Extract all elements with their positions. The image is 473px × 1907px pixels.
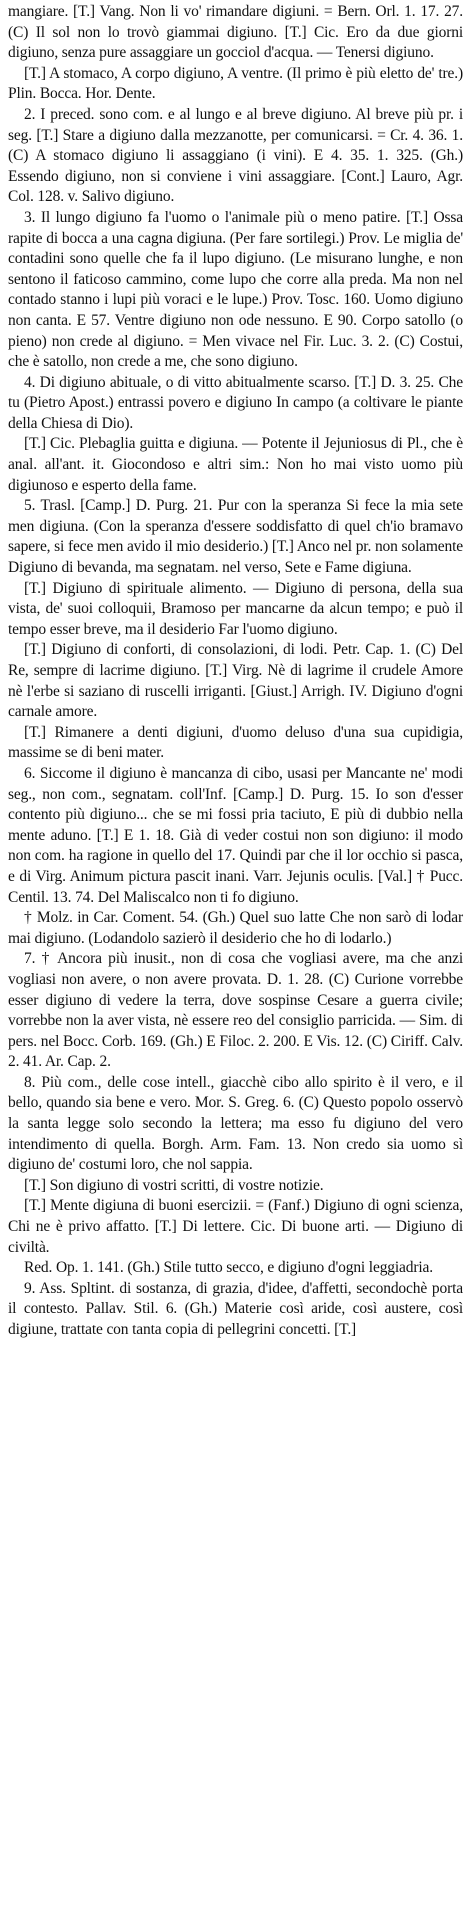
sense-paragraph: 8. Più com., delle cose intell., giacchè cibo allo spirito è il vero, e il bello, quando sia bene e vero. Mor. S. Greg. 6. (C) Questo popolo osservò la santa legge solo secondo la lettera; ma esso fu digiuno del vero intendimento di quella. Borgh. Arm. Fam. 13. Non credo sia uomo sì digiuno de' costumi loro, che nol sappia. bbox=[8, 1073, 463, 1174]
sense-paragraph: 7. † Ancora più inusit., non di cosa che vogliasi avere, ma che anzi vogliasi non avere, o non avere provata. D. 1. 28. (C) Curione vorrebbe esser digiuno di vedere la terra, dove sospinse Cesare a guerra civile; vorrebbe non la aver vista, nè essere reo del consiglio parricida. — Sim. di pers. nel Bocc. Corb. 169. (Gh.) E Filoc. 2. 200. E Vis. 12. (C) Ciriff. Calv. 2. 41. Ar. Cap. 2. bbox=[8, 950, 463, 1071]
entry-paragraph: [T.] A stomaco, A corpo digiuno, A ventre. (Il primo è più eletto de' tre.) Plin. Bocca. Hor. Dente. bbox=[8, 64, 463, 103]
entry-paragraph: mangiare. [T.] Vang. Non li vo' rimandare digiuni. = Bern. Orl. 1. 17. 27. (C) Il sol non lo trovò giammai digiuno. [T.] Cic. Ero da due giorni digiuno, senza pure assaggiare un gocciol d'acqua. — Tenersi digiuno. bbox=[8, 3, 463, 62]
sense-paragraph: 3. Il lungo digiuno fa l'uomo o l'animale più o meno patire. [T.] Ossa rapite di bocca a una cagna digiuna. (Per fare sortilegi.) Prov. Le miglia de' contadini sono quelle che fa il lupo digiuno. (Le misurano lunghe, e non sentono il faticoso cammino, come lupo che corre alla preda. Ma non nel contado stanno i lupi più voraci e le lupe.) Prov. Tosc. 160. Uomo digiuno non canta. E 57. Ventre digiuno non ode nessuno. E 90. Corpo satollo (o pieno) non crede al digiuno. = Men vivace nel Fir. Luc. 3. 2. (C) Costui, che è satollo, non crede a me, che sono digiuno. bbox=[8, 208, 463, 371]
sense-paragraph: 6. Siccome il digiuno è mancanza di cibo, usasi per Mancante ne' modi seg., non com., segnatam. coll'Inf. [Camp.] D. Purg. 15. Io son d'esser contento più digiuno... che se mi fossi pria taciuto, E più di dubbio nella mente aduno. [T.] E 1. 18. Già di veder costui non son digiuno: il modo non com. ha ragione in quello del 17. Quindi par che il lor occhio si pasca, e di Virg. Animum pictura pascit inani. Varr. Jejunis oculis. [Val.] † Pucc. Centil. 13. 74. Del Maliscalco non ti fo digiuno. bbox=[8, 764, 463, 906]
entry-paragraph: [T.] Digiuno di spirituale alimento. — Digiuno di persona, della sua vista, de' suoi colloquii, Bramoso per mancarne da alcun tempo; e può il tempo esser breve, ma il desiderio Far l'uomo digiuno. bbox=[8, 579, 463, 638]
entry-paragraph: [T.] Son digiuno di vostri scritti, di vostre notizie. bbox=[24, 1176, 324, 1194]
entry-paragraph: Red. Op. 1. 141. (Gh.) Stile tutto secco, e digiuno d'ogni leggiadria. bbox=[24, 1259, 433, 1277]
entry-paragraph: [T.] Digiuno di conforti, di consolazioni, di lodi. Petr. Cap. 1. (C) Del Re, sempre di lacrime digiuno. [T.] Virg. Nè di lagrime il crudele Amore nè l'erbe si saziano di ruscelli irriganti. [Giust.] Arrigh. IV. Digiuno d'ogni carnale amore. bbox=[8, 641, 463, 721]
entry-paragraph: [T.] Cic. Plebaglia guitta e digiuna. — Potente il Jejuniosus di Pl., che è anal. all'ant. it. Giocondoso e altri sim.: Non ho mai visto uomo più digiunoso e esperto della fame. bbox=[8, 435, 463, 494]
sense-paragraph: 9. Ass. Spltint. di sostanza, di grazia, d'idee, d'affetti, secondochè porta il contesto. Pallav. Stil. 6. (Gh.) Materie così aride, così austere, così digiune, trattate con tanta copia di pellegrini concetti. [T.] bbox=[8, 1279, 463, 1338]
entry-paragraph: [T.] Mente digiuna di buoni esercizii. = (Fanf.) Digiuno di ogni scienza, Chi ne è privo affatto. [T.] Di lettere. Cic. Di buone arti. — Digiuno di civiltà. bbox=[8, 1197, 463, 1256]
sense-paragraph: 5. Trasl. [Camp.] D. Purg. 21. Pur con la speranza Si fece la mia sete men digiuna. (Con la speranza d'essere soddisfatto di quel ch'io bramavo sapere, si fece men avido il mio desiderio.) [T.] Anco nel pr. non solamente Digiuno di bevanda, ma segnatam. nel verso, Sete e Fame digiuna. bbox=[8, 497, 463, 577]
entry-paragraph: [T.] Rimanere a denti digiuni, d'uomo deluso d'una sua cupidigia, massime se di beni mater. bbox=[8, 723, 463, 762]
sense-paragraph: 4. Di digiuno abituale, o di vitto abitualmente scarso. [T.] D. 3. 25. Che tu (Pietro Apost.) entrassi povero e digiuno In campo (a coltivare le piante della Chiesa di Dio). bbox=[8, 373, 463, 432]
sense-paragraph: 2. I preced. sono com. e al lungo e al breve digiuno. Al breve più pr. i seg. [T.] Stare a digiuno dalla mezzanotte, per comunicarsi. = Cr. 4. 36. 1. (C) A stomaco digiuno li assaggiano (i vini). E 4. 35. 1. 325. (Gh.) Essendo digiuno, non si conviene i vini assaggiare. [Cont.] Lauro, Agr. Col. 128. v. Salivo digiuno. bbox=[8, 105, 463, 206]
entry-paragraph: † Molz. in Car. Coment. 54. (Gh.) Quel suo latte Che non sarò di lodar mai digiuno. (Lodandolo sazierò il desiderio che ho di lodarlo.) bbox=[8, 909, 463, 947]
